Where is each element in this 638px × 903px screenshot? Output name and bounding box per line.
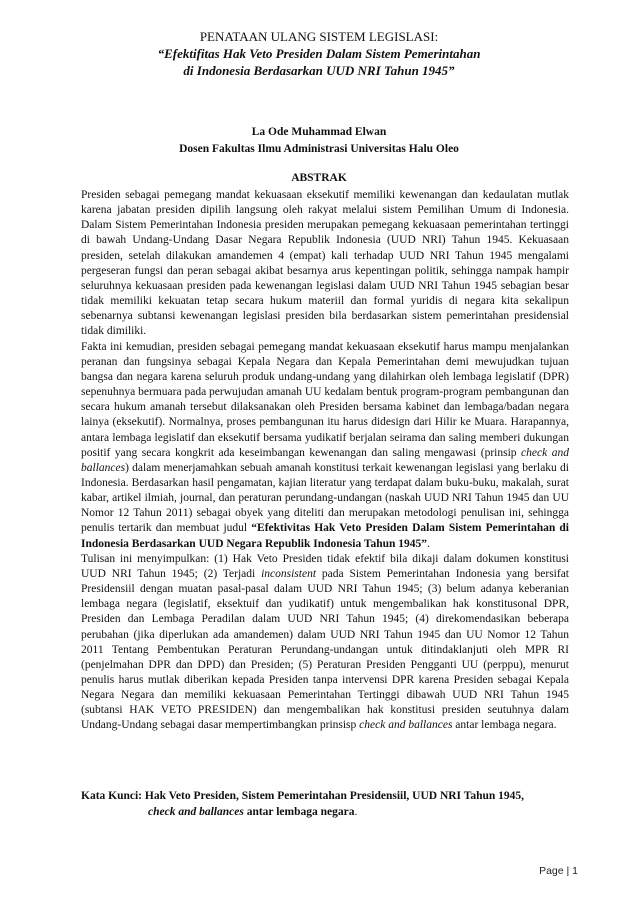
p3-italic-term-2: check and ballances — [359, 719, 453, 732]
p3-text-a: Tulisan ini menyimpulkan: (1) Hak Veto Presiden tidak efektif bila dikaji dalam dokumen konstitusi UUD NRI Tahun 1945; (2) Terjadi — [81, 552, 569, 580]
keywords-line2 — [81, 804, 569, 820]
p2-text-a: Fakta ini kemudian, presiden sebagai pemegang mandat kekuasaan eksekutif harus mampu menjalankan peranan dan fungsinya sebagai Kepala Negara dan Kepala Pemerintahan demi mewujudkan tujuan bangsa dan negara karena seluruh produk undang-undang yang dilahirkan oleh lembaga legislatif (DPR) sepenuhnya bermuara pada perwujudan amanah UU kedalam bentuk program-program pembangunan dan secara hukum amanah tersebut dilaksanakan oleh Presiden bersama kabinet dan lembaga/badan negara lainya (eksekutif). Normalnya, proses pembangunan itu harus didesign dari Hilir ke Muara. Harapannya, antara lembaga legislatif dan eksekutif bersama yudikatif berjalan seirama dan saling memberi dukungan positif yang secara kongkrit ada keseimbangan kewenangan dan saling mengawasi (prinsip — [81, 340, 569, 459]
abstract-body — [81, 188, 569, 734]
author-affiliation: Dosen Fakultas Ilmu Administrasi Universitas Halu Oleo — [179, 143, 459, 155]
keywords-block — [81, 788, 569, 820]
author-block — [0, 124, 638, 158]
p2-italic-term: check and ballances — [81, 446, 569, 474]
paper-title-line3: di Indonesia Berdasarkan UUD NRI Tahun 1945” — [183, 63, 455, 78]
p2-text-c: . — [427, 537, 430, 550]
p3-text-c: antar lembaga negara. — [452, 719, 557, 732]
p2-bold-title: “Efektivitas Hak Veto Presiden Dalam Sistem Pemerintahan di Indonesia Berdasarkan UUD Negara Republik Indonesia Tahun 1945” — [81, 522, 569, 550]
page-number: Page | 1 — [539, 865, 578, 877]
keywords-line1: Kata Kunci: Hak Veto Presiden, Sistem Pemerintahan Presidensiil, UUD NRI Tahun 1945, — [81, 790, 525, 802]
p3-italic-term: inconsistent — [261, 567, 317, 580]
abstract-paragraph-1: Presiden sebagai pemegang mandat kekuasaan eksekutif memiliki kewenangan dan kedaulatan mutlak karena jabatan presiden dipilih langsung oleh rakyat melalui sistem Pemilihan Umum di Indonesia. Dalam Sistem Pemerintahan Indonesia presiden merupakan pemegang kekuasaan pemerintahan tertinggi di bawah Undang-Undang Dasar Negara Republik Indonesia (UUD NRI) Tahun 1945. Kekuasaan presiden, setelah dilakukan amandemen 4 (empat) kali terhadap UUD NRI Tahun 1945 mengalami pergeseran fungsi dan peran sebagai akibat besarnya arus kepentingan politik, sehingga nampak hampir seluruhnya kekuasaan presiden pada kewenangan legislasi dalam UUD NRI Tahun 1945 sebagian besar tidak memiliki kekuatan tetap secara hukum materiil dan formal yuridis di negara kita sekalipun sebenarnya subtansi kewenangan legislasi presiden bila berdasarkan sistem pemerintahan presidensial tidak dimiliki. — [81, 189, 569, 338]
paper-title-line2: “Efektifitas Hak Veto Presiden Dalam Sistem Pemerintahan — [157, 46, 481, 61]
keywords-italic-term: check and ballances — [148, 806, 244, 818]
abstract-heading: ABSTRAK — [291, 172, 347, 184]
p3-text-b: pada Sistem Pemerintahan Indonesia yang bersifat Presidensiil dengan muatan pasal-pasal dalam UUD NRI Tahun 1945; (3) belum adanya keberanian lembaga negara (legislatif, eksektuif dan yudikatif) untuk mengembalikan hak konstitusonal DPR, Presiden dan Lembaga Peradilan dalam UUD NRI Tahun 1945; (4) direkomendasikan beberapa perubahan (jika diperlukan ada amandemen) dalam UUD NRI Tahun 1945 dan UU Nomor 12 Tahun 2011 Tentang Pembentukan Peraturan Perundang-undangan untuk ditindaklanjuti oleh MPR RI (penjelmahan DPR dan DPD) dan Presiden; (5) Peraturan Presiden Pengganti UU (perppu), menurut penulis harus mutlak diberikan kepada Presiden tanpa intervensi DPR karena Presiden sebagai Kepala Negara Negara dan memiliki kekuasaan Pemerintahan Tertinggi dibawah UUD NRI Tahun 1945 (subtansi HAK VETO PRESIDEN) dan mengembalikan hak konstitusi presiden seutuhnya dalam Undang-Undang sebagai dasar mempertimbangkan prinsisp — [81, 567, 570, 732]
keywords-rest: antar lembaga negara — [243, 806, 355, 818]
title-block — [0, 28, 638, 79]
keywords-end: . — [354, 806, 358, 818]
abstract-paragraph-3 — [81, 552, 569, 734]
abstract-paragraph-2 — [81, 340, 569, 552]
paper-title-line1: PENATAAN ULANG SISTEM LEGISLASI: — [199, 29, 439, 44]
p2-text-b: ) dalam menerjamahkan sebuah amanah konstitusi terkait kewenangan legislasi yang berlaku di Indonesia. Berdasarkan hasil pengamatan, kajian literatur yang terdapat dalam buku-buku, makalah, surat kabar, artikel ilmiah, journal, dan peraturan perundang-undangan (naskah UUD NRI Tahun 1945 dan UU Nomor 12 Tahun 2011) sebagai obyek yang diteliti dan merupakan metodologi penulisan ini, sehingga penulis tertarik dan membuat judul — [81, 461, 569, 535]
author-name: La Ode Muhammad Elwan — [251, 126, 387, 138]
